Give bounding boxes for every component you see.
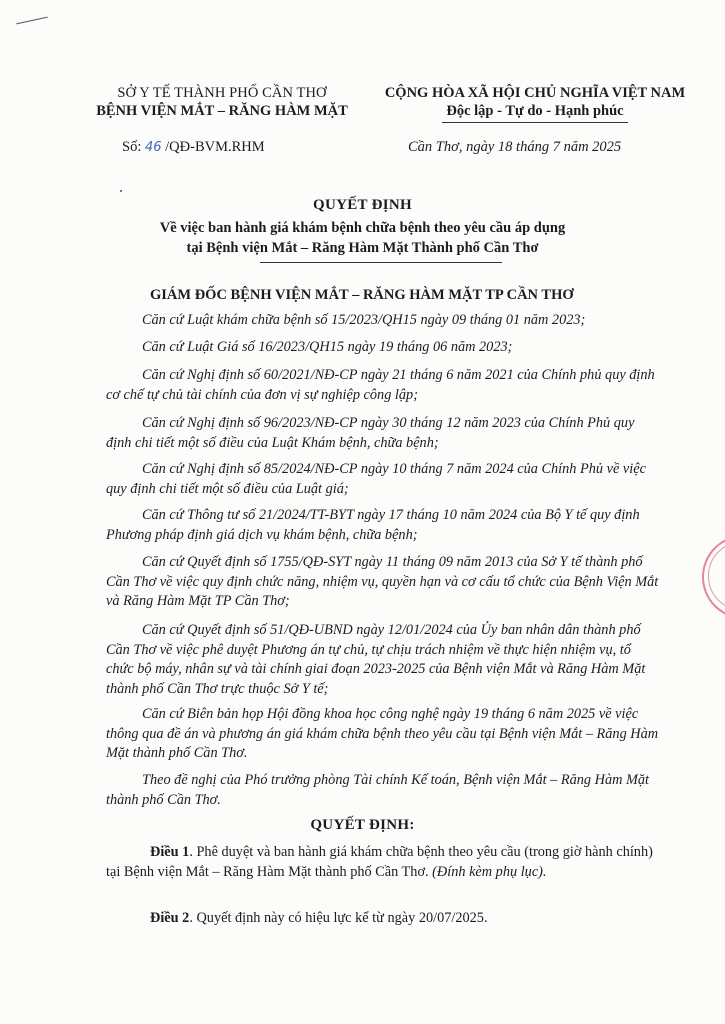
national-motto: Độc lập - Tự do - Hạnh phúc bbox=[446, 103, 624, 119]
number-prefix: Số: bbox=[122, 139, 145, 155]
legal-basis: Căn cứ Thông tư số 21/2024/TT-BYT ngày 17 tháng 10 năm 2024 của Bộ Y tế quy định Phương pháp định giá dịch vụ khám bệnh, chữa bệnh; bbox=[106, 507, 640, 543]
article-label: Điều 1 bbox=[150, 844, 190, 860]
issuing-authority: GIÁM ĐỐC BỆNH VIỆN MẮT – RĂNG HÀM MẶT TP CẦN THƠ bbox=[150, 287, 574, 303]
document-number bbox=[122, 139, 265, 156]
national-title: CỘNG HÒA XÃ HỘI CHỦ NGHĨA VIỆT NAM bbox=[384, 85, 686, 101]
pen-mark bbox=[16, 17, 48, 25]
article-1 bbox=[106, 842, 662, 882]
decision-heading: QUYẾT ĐỊNH: bbox=[310, 817, 415, 833]
subject-line-2: tại Bệnh viện Mắt – Răng Hàm Mặt Thành phố Cần Thơ bbox=[186, 240, 539, 256]
agency-name: BỆNH VIỆN MẮT – RĂNG HÀM MẶT bbox=[96, 103, 348, 119]
subject-line-1: Về việc ban hành giá khám bệnh chữa bệnh theo yêu cầu áp dụng bbox=[159, 220, 566, 236]
article-label: Điều 2 bbox=[150, 910, 190, 926]
legal-basis: Căn cứ Nghị định số 96/2023/NĐ-CP ngày 30 tháng 12 năm 2023 của Chính Phủ quy định chi tiết một số điều của Luật Khám bệnh, chữa bệnh; bbox=[106, 415, 635, 451]
speck bbox=[120, 190, 122, 192]
agency-header bbox=[62, 84, 382, 120]
legal-basis: Căn cứ Nghị định số 85/2024/NĐ-CP ngày 10 tháng 7 năm 2024 của Chính Phủ về việc quy định chi tiết một số điều của Luật giá; bbox=[106, 461, 646, 497]
legal-basis: Căn cứ Luật khám chữa bệnh số 15/2023/QH15 ngày 09 tháng 01 năm 2023; bbox=[142, 312, 586, 328]
article-text: . Quyết định này có hiệu lực kể từ ngày 20/07/2025. bbox=[189, 910, 488, 926]
legal-basis: Căn cứ Quyết định số 51/QĐ-UBND ngày 12/01/2024 của Ủy ban nhân dân thành phố Cần Thơ về việc phê duyệt Phương án tự chủ, tự chịu trách nhiệm về thực hiện nhiệm vụ, tổ chức bộ máy, nhân sự và tài chính giai đoạn 2023-2025 của Bệnh viện Mắt và Răng Hàm Mặt thành phố Cần Thơ trực thuộc Sở Y tế; bbox=[106, 622, 646, 697]
agency-parent: SỞ Y TẾ THÀNH PHỐ CẦN THƠ bbox=[117, 85, 327, 101]
legal-basis: Căn cứ Luật Giá số 16/2023/QH15 ngày 19 tháng 06 năm 2023; bbox=[142, 339, 513, 355]
document-date: Cần Thơ, ngày 18 tháng 7 năm 2025 bbox=[408, 139, 622, 155]
national-header bbox=[360, 84, 710, 123]
legal-basis: Căn cứ Nghị định số 60/2021/NĐ-CP ngày 21 tháng 6 năm 2021 của Chính phủ quy định cơ chế tự chủ tài chính của đơn vị sự nghiệp công lập; bbox=[106, 367, 655, 403]
article-text: . Phê duyệt và ban hành giá khám chữa bệnh theo yêu cầu (trong giờ hành chính) tại Bệnh viện Mắt – Răng Hàm Mặt thành phố Cần Thơ. bbox=[106, 844, 653, 880]
number-suffix: /QĐ-BVM.RHM bbox=[161, 139, 265, 155]
article-2 bbox=[106, 908, 662, 928]
handwritten-number: 46 bbox=[144, 140, 162, 155]
article-note: (Đính kèm phụ lục). bbox=[432, 864, 547, 880]
document-title: QUYẾT ĐỊNH bbox=[313, 197, 412, 213]
legal-basis: Căn cứ Quyết định số 1755/QĐ-SYT ngày 11 tháng 09 năm 2013 của Sở Y tế thành phố Cần Thơ về việc quy định chức năng, nhiệm vụ, quyền hạn và cơ cấu tổ chức của Bệnh Viện Mắt và Răng Hàm Mặt TP Cần Thơ; bbox=[106, 554, 659, 609]
proposal-basis: Theo đề nghị của Phó trưởng phòng Tài chính Kế toán, Bệnh viện Mắt – Răng Hàm Mặt thành phố Cần Thơ. bbox=[106, 772, 650, 808]
legal-basis: Căn cứ Biên bản họp Hội đồng khoa học công nghệ ngày 19 tháng 6 năm 2025 về việc thông qua đề án và phương án giá khám chữa bệnh theo yêu cầu tại Bệnh viện Mắt – Răng Hàm Mặt thành phố Cần Thơ. bbox=[106, 706, 659, 761]
subject-underline bbox=[260, 262, 502, 263]
motto-underline bbox=[442, 122, 628, 123]
